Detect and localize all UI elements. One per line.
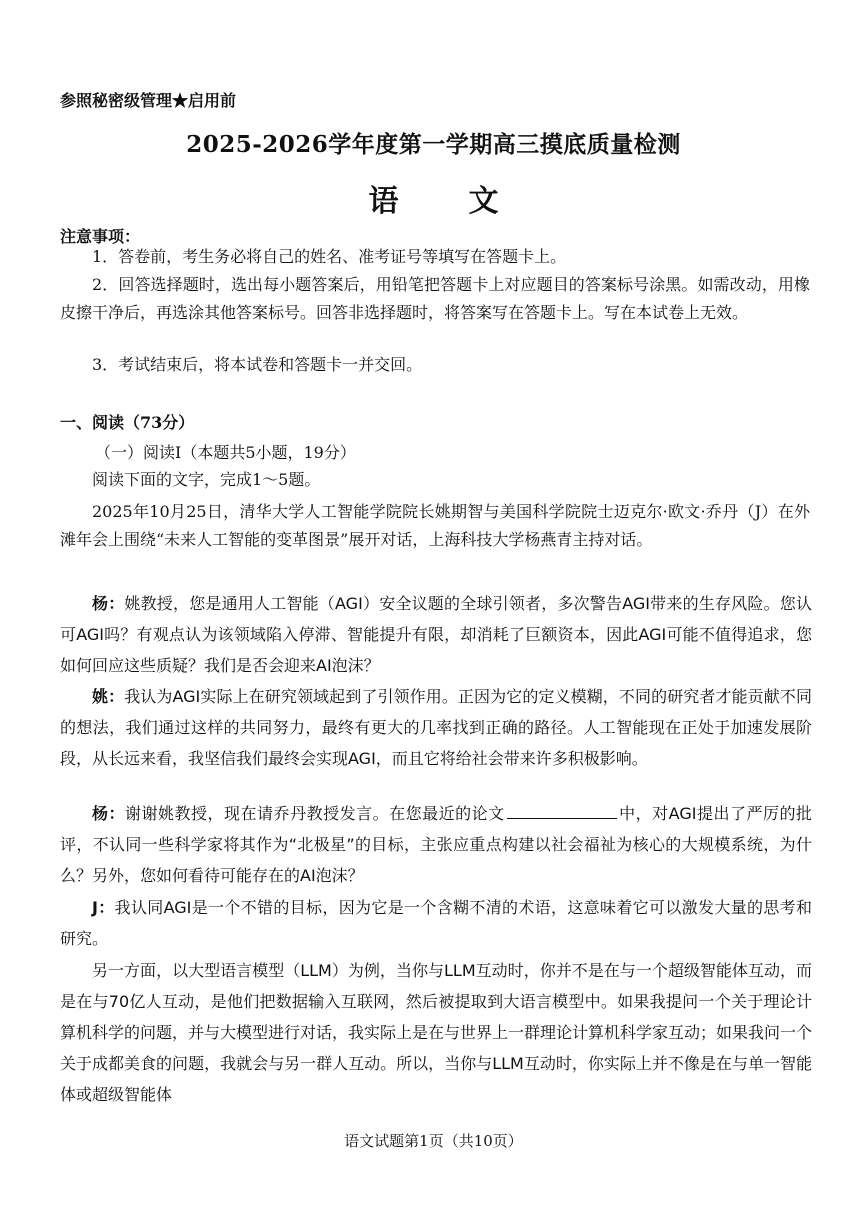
confidential-note: 参照秘密级管理★启用前 (60, 91, 237, 110)
page-footer: 语文试题第1页（共10页） (344, 1132, 523, 1150)
fill-in-blank (507, 804, 617, 819)
notice-item-1: 1．答卷前，考生务必将自己的姓名、准考证号等填写在答题卡上。 (92, 247, 567, 266)
speaker-label: J： (92, 898, 115, 917)
notice-item-2: 2．回答选择题时，选出每小题答案后，用铅笔把答题卡上对应题目的答案标号涂黑。如需改动，用橡皮擦干净后，再选涂其他答案标号。回答非选择题时，将答案写在答题卡上。写在本试卷上无效。 (60, 275, 810, 322)
subject-char-1: 语 (368, 184, 399, 219)
dialog-jordan-continued: 另一方面，以大型语言模型（LLM）为例，当你与LLM互动时，你并不是在与一个超级智能体互动，而是在与70亿人互动，是他们把数据输入互联网，然后被提取到大语言模型中。如果我提问一个关于理论计算机科学的问题，并与大模型进行对话，我实际上是在与世界上一群理论计算机科学家互动；如果我问一个关于成都美食的问题，我就会与另一群人互动。所以，当你与LLM互动时，你实际上并不像是在与单一智能体或超级智能体 (60, 961, 813, 1104)
notice-item-3: 3．考试结束后，将本试卷和答题卡一并交回。 (92, 355, 423, 374)
dialog-yang-1 (60, 588, 812, 681)
subject-title (0, 176, 867, 220)
dialog-text: 姚教授，您是通用人工智能（AGI）安全议题的全球引领者，多次警告AGI带来的生存风险。您认可AGI吗？有观点认为该领域陷入停滞、智能提升有限，却消耗了巨额资本，因此AGI可能不值得追求，您如何回应这些质疑？我们是否会迎来AI泡沫？ (60, 594, 812, 675)
dialog-text: 中，对AGI提出了严厉的批评，不认同一些科学家将其作为“北极星”的目标，主张应重点构建以社会福祉为核心的大规模系统，为什么？另外，您如何看待可能存在的AI泡沫？ (60, 804, 812, 885)
dialog-text: 谢谢姚教授，现在请乔丹教授发言。在您最近的论文 (125, 804, 505, 823)
speaker-label: 姚： (92, 687, 125, 706)
notice-heading: 注意事项： (60, 227, 141, 246)
dialog-yao (60, 681, 812, 774)
section-subtitle: （一）阅读Ⅰ（本题共5小题，19分） (95, 443, 356, 462)
reading-instruction: 阅读下面的文字，完成1～5题。 (92, 470, 321, 489)
intro-paragraph: 2025年10月25日，清华大学人工智能学院院长姚期智与美国科学院院士迈克尔·欧文·乔丹（J）在外滩年会上围绕“未来人工智能的变革图景”展开对话，上海科技大学杨燕青主持对话。 (60, 502, 810, 549)
dialog-text: 我认为AGI实际上在研究领域起到了引领作用。正因为它的定义模糊，不同的研究者才能贡献不同的想法，我们通过这样的共同努力，最终有更大的几率找到正确的路径。人工智能现在正处于加速发展阶段，从长远来看，我坚信我们最终会实现AGI，而且它将给社会带来许多积极影响。 (60, 687, 812, 768)
exam-title: 2025-2026学年度第一学期高三摸底质量检测 (186, 131, 681, 158)
subject-char-2: 文 (468, 184, 499, 219)
dialog-text: 我认同AGI是一个不错的目标，因为它是一个含糊不清的术语，这意味着它可以激发大量的思考和研究。 (60, 898, 812, 948)
dialog-jordan (60, 892, 812, 954)
speaker-label: 杨： (92, 804, 126, 823)
dialog-yang-2 (60, 798, 812, 891)
section-title: 一、阅读（73分） (60, 413, 195, 432)
speaker-label: 杨： (92, 594, 125, 613)
